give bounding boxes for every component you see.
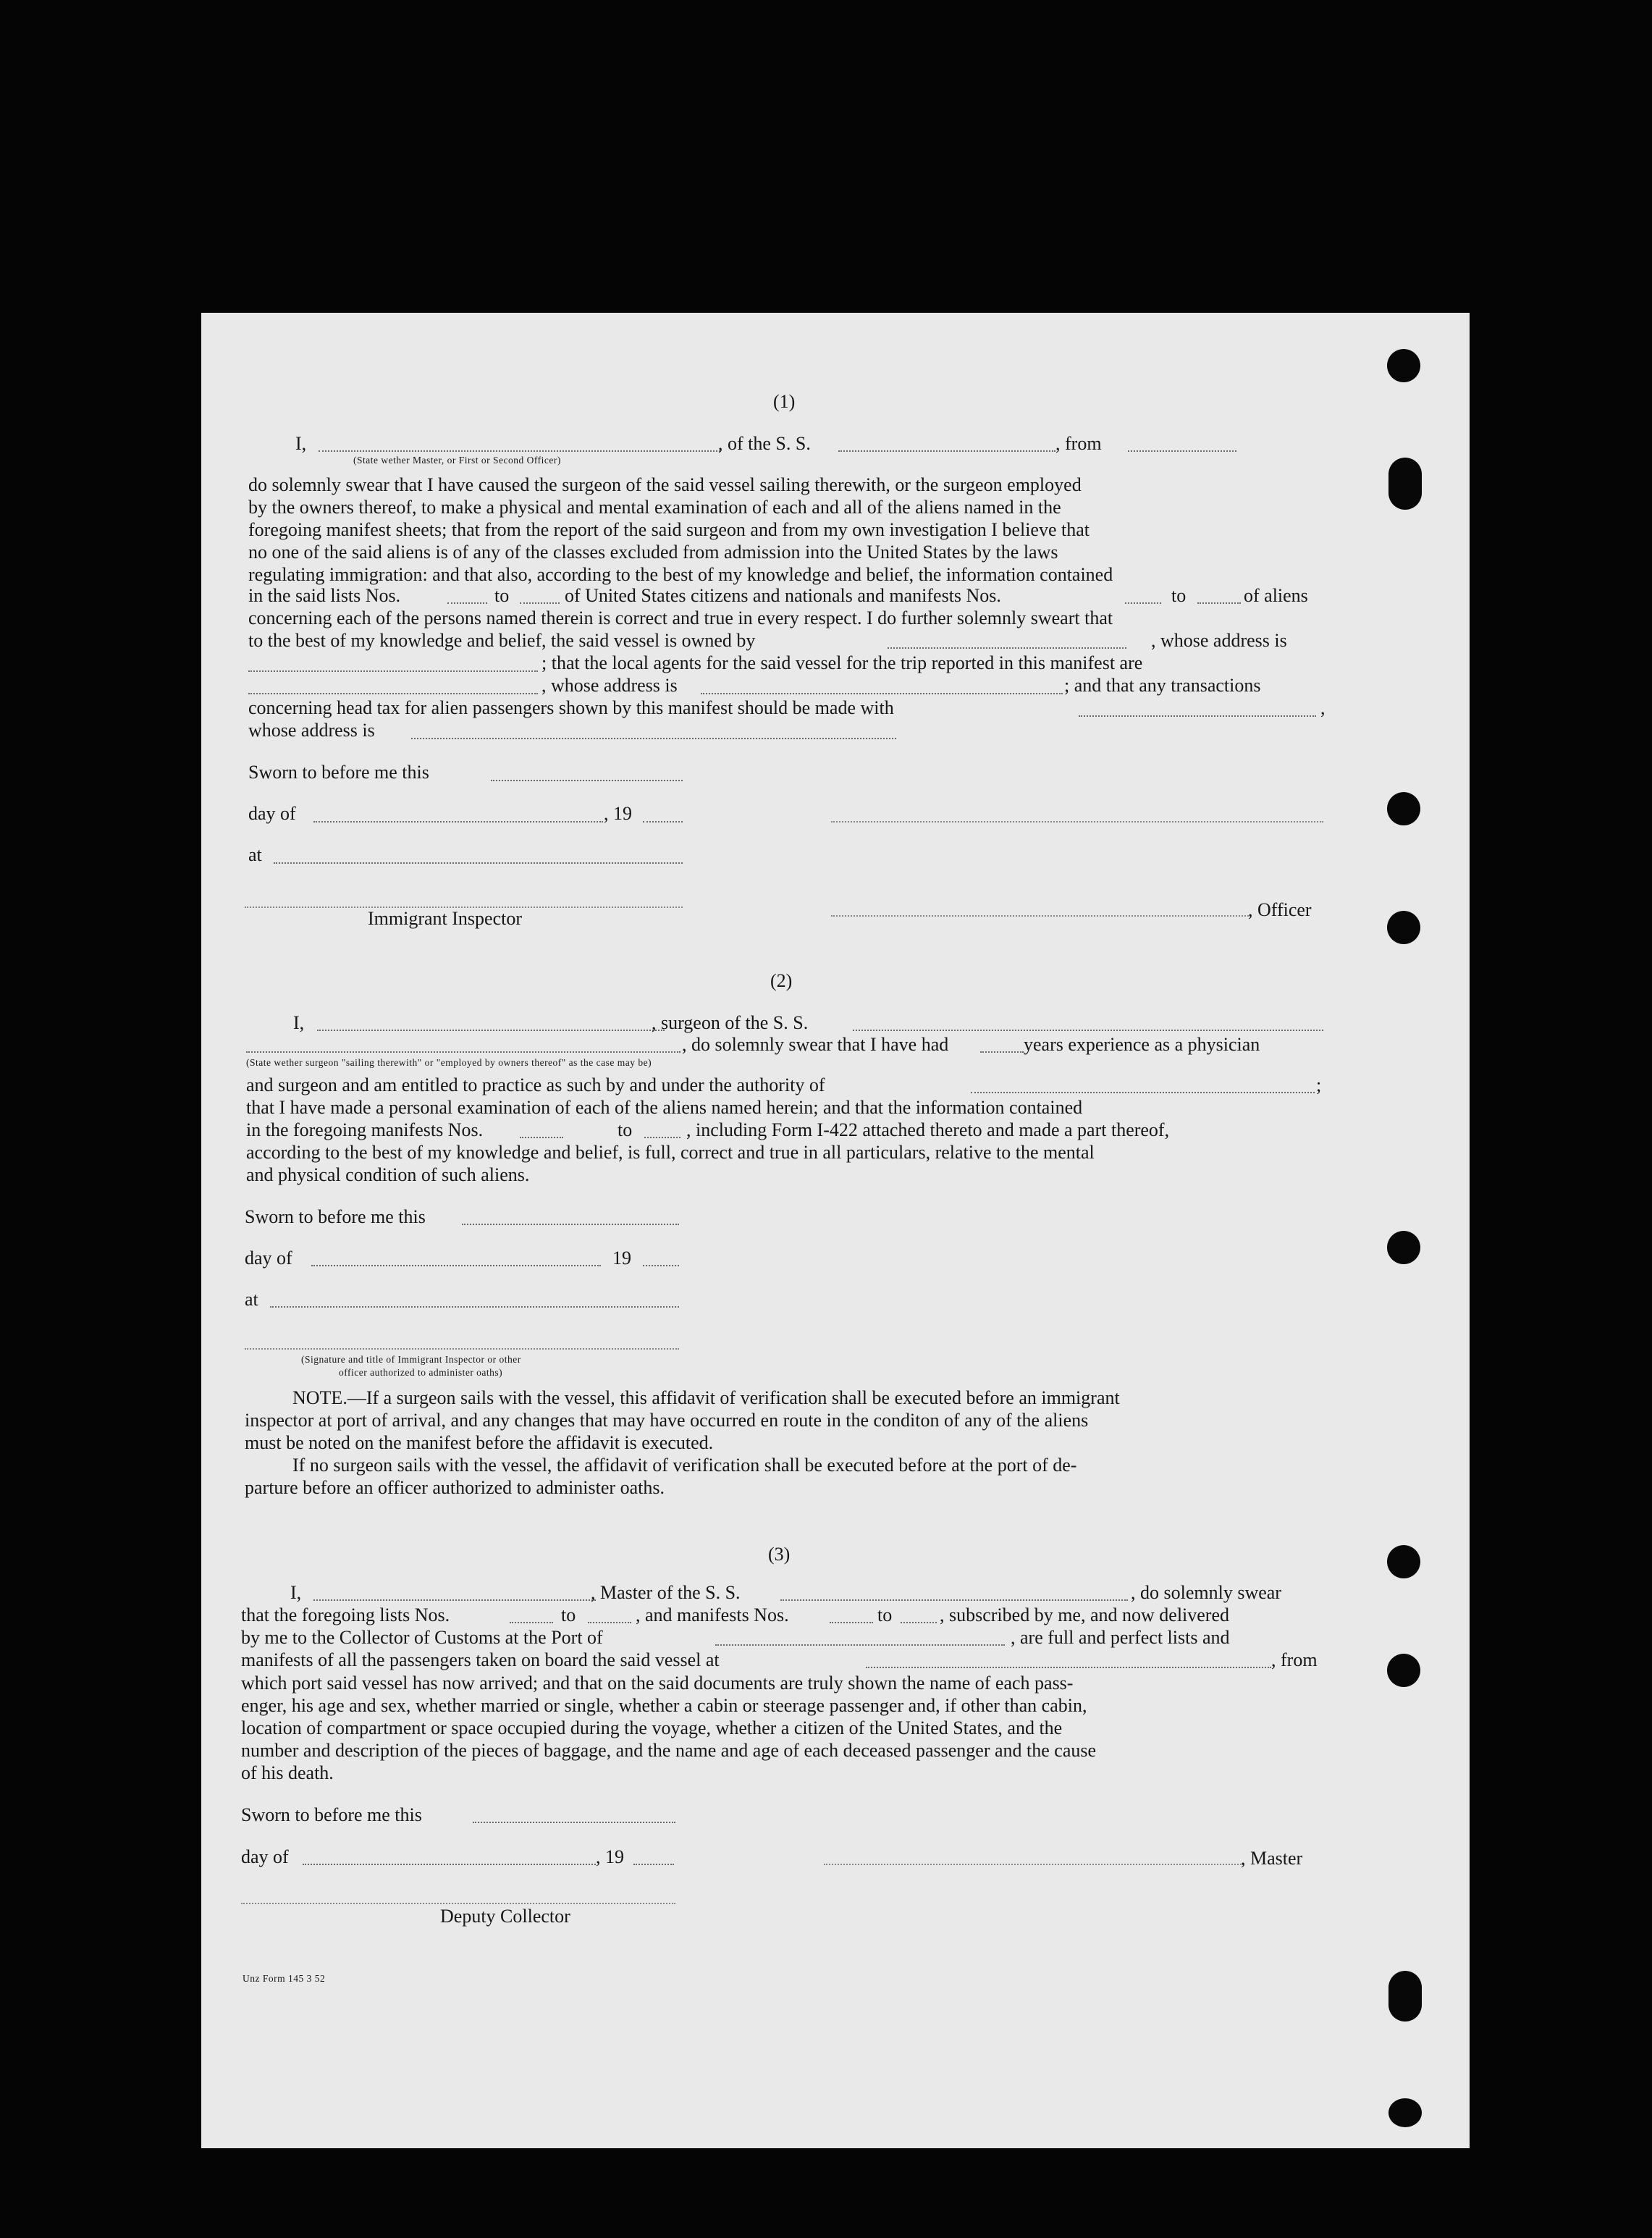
sec3-master-of: , Master of the S. S.	[591, 1582, 741, 1603]
sec2-note-3: must be noted on the manifest before the affidavit is executed.	[245, 1432, 714, 1453]
sec1-lists-nos: in the said lists Nos.	[248, 585, 401, 606]
binder-hole	[1388, 458, 1422, 510]
sec2-sig-caption-2: officer authorized to administer oaths)	[339, 1367, 503, 1378]
sec1-paragraph	[248, 474, 1327, 586]
fill-line	[838, 450, 1055, 452]
sec1-local-agents: ; that the local agents for the said vessel for the trip reported in this manifest are	[541, 652, 1143, 673]
sec1-i: I,	[295, 433, 307, 454]
sec3-day-of: day of	[241, 1846, 289, 1867]
binder-hole	[1388, 1971, 1422, 2022]
sec2-line7: and physical condition of such aliens.	[246, 1164, 530, 1185]
sec2-including: , including Form I-422 attached thereto and made a part thereof,	[686, 1119, 1170, 1140]
fill-line	[971, 1092, 1315, 1093]
sec1-sworn: Sworn to before me this	[248, 762, 429, 783]
fill-line	[701, 693, 1063, 694]
sec3-year: , 19	[596, 1846, 624, 1867]
sec1-from: , from	[1055, 433, 1102, 454]
fill-line	[643, 821, 683, 823]
fill-line	[303, 1864, 596, 1865]
fill-line	[319, 450, 720, 452]
fill-line	[866, 1667, 1271, 1668]
fill-line	[644, 1137, 680, 1138]
sec1-comma: ,	[1320, 697, 1326, 718]
sec1-address: , whose address is	[1151, 630, 1287, 651]
fill-line	[1125, 602, 1161, 604]
fill-line	[447, 602, 487, 604]
sec3-from: , from	[1271, 1649, 1318, 1670]
text-line: no one of the said aliens is of any of the classes excluded from admission into the United States by the laws	[248, 542, 1058, 563]
binder-hole	[1387, 1231, 1420, 1264]
sec3-collector-port: by me to the Collector of Customs at the Port of	[241, 1627, 603, 1648]
fill-line	[520, 1137, 563, 1138]
sec2-line4: that I have made a personal examination of each of the aliens named herein; and that the information contained	[246, 1097, 1083, 1118]
sec3-manifests-nos: , and manifests Nos.	[636, 1604, 789, 1625]
sec2-to: to	[618, 1119, 633, 1140]
sec1-citizens: of United States citizens and nationals and manifests Nos.	[565, 585, 1001, 606]
sec1-year: , 19	[604, 803, 632, 824]
sec1-sublabel: (State wether Master, or First or Second Officer)	[353, 455, 561, 466]
sec1-officer: , Officer	[1248, 899, 1312, 920]
binder-hole	[1388, 2098, 1422, 2127]
fill-line	[248, 670, 538, 672]
sec3-to2: to	[877, 1604, 893, 1625]
sec3-master: , Master	[1241, 1848, 1303, 1869]
signature-line	[824, 1864, 1244, 1865]
fill-line	[248, 693, 538, 694]
sec1-transactions: ; and that any transactions	[1064, 675, 1261, 696]
sec2-i: I,	[293, 1012, 305, 1033]
sec1-of-ss: , of the S. S.	[718, 433, 811, 454]
sec2-year: 19	[612, 1248, 631, 1269]
sec1-day-of: day of	[248, 803, 296, 824]
binder-hole	[1387, 349, 1420, 382]
sec1-to: to	[494, 585, 510, 606]
sec3-subscribed: , subscribed by me, and now delivered	[940, 1604, 1230, 1625]
sec2-note-5: parture before an officer authorized to administer oaths.	[245, 1477, 665, 1498]
sec2-authority: and surgeon and am entitled to practice as such by and under the authority of	[246, 1074, 825, 1095]
fill-line	[643, 1265, 679, 1266]
sec2-years-exp: years experience as a physician	[1024, 1034, 1260, 1055]
sec1-whose-address: whose address is	[248, 720, 375, 741]
fill-line	[520, 602, 560, 604]
sec2-note-4: If no surgeon sails with the vessel, the affidavit of verification shall be executed before at the port of de-	[292, 1455, 1077, 1476]
sec2-note-2: inspector at port of arrival, and any changes that may have occurred en route in the conditon of any of the aliens	[245, 1410, 1089, 1431]
fill-line	[510, 1622, 553, 1623]
fill-line	[311, 1265, 601, 1266]
text-line: enger, his age and sex, whether married or single, whether a cabin or steerage passenger and, if other than cabin,	[241, 1695, 1087, 1716]
text-line: location of compartment or space occupied during the voyage, whether a citizen of the United States, and the	[241, 1717, 1063, 1738]
fill-line	[1128, 450, 1236, 452]
fill-line	[313, 821, 603, 823]
fill-line	[313, 1599, 596, 1601]
sec2-sig-caption-1: (Signature and title of Immigrant Inspector or other	[301, 1354, 521, 1365]
signature-line	[245, 1348, 679, 1350]
binder-hole	[1387, 792, 1420, 825]
sec3-paragraph	[241, 1672, 1320, 1784]
sec3-sworn: Sworn to before me this	[241, 1804, 422, 1825]
sec1-owned-by: to the best of my knowledge and belief, the said vessel is owned by	[248, 630, 756, 651]
fill-line	[780, 1599, 1128, 1601]
sec2-manifests-nos: in the foregoing manifests Nos.	[246, 1119, 484, 1140]
sec3-to: to	[561, 1604, 576, 1625]
sec2-sublabel: (State wether surgeon "sailing therewith" or "employed by owners thereof" as the case may be)	[246, 1057, 652, 1068]
sec2-solemnly: , do solemnly swear that I have had	[682, 1034, 949, 1055]
fill-line	[473, 1822, 675, 1823]
sec3-i: I,	[290, 1582, 302, 1603]
fill-line	[317, 1030, 665, 1031]
fill-line	[491, 780, 683, 781]
fill-line	[633, 1864, 674, 1865]
text-line: number and description of the pieces of baggage, and the name and age of each deceased passenger and the cause	[241, 1740, 1097, 1761]
section-1-number: (1)	[773, 391, 796, 412]
signature-line	[831, 915, 1251, 917]
fill-line	[1197, 602, 1241, 604]
text-line: do solemnly swear that I have caused the surgeon of the said vessel sailing therewith, or the surgeon employed	[248, 474, 1082, 495]
fill-line	[888, 647, 1126, 649]
fill-line	[980, 1051, 1024, 1053]
binder-hole	[1387, 1654, 1420, 1687]
fill-line	[588, 1622, 631, 1623]
fill-line	[830, 1622, 873, 1623]
section-3-number: (3)	[768, 1544, 791, 1565]
sec1-to2: to	[1171, 585, 1187, 606]
fill-line	[1079, 715, 1316, 717]
text-line: regulating immigration: and that also, according to the best of my knowledge and belief, the information contained	[248, 564, 1113, 585]
signature-line	[831, 821, 1323, 823]
fill-line	[462, 1224, 679, 1225]
fill-line	[715, 1644, 1005, 1646]
fill-line	[270, 1306, 679, 1308]
sec3-lists-nos: that the foregoing lists Nos.	[241, 1604, 450, 1625]
fill-line	[901, 1622, 937, 1623]
sec1-agents-address: , whose address is	[541, 675, 678, 696]
sec1-of-aliens: of aliens	[1244, 585, 1308, 606]
section-2-number: (2)	[770, 970, 793, 991]
sec2-at: at	[245, 1289, 258, 1310]
sec1-at: at	[248, 844, 262, 865]
binder-hole	[1387, 1545, 1420, 1578]
fill-line	[246, 1051, 680, 1053]
text-line: of his death.	[241, 1762, 334, 1783]
binder-hole	[1387, 911, 1420, 944]
sec2-sworn: Sworn to before me this	[245, 1206, 426, 1227]
text-line: which port said vessel has now arrived; and that on the said documents are truly shown the name of each pass-	[241, 1673, 1074, 1694]
document-page	[201, 313, 1470, 2148]
sec2-surgeon-of: , surgeon of the S. S.	[652, 1012, 809, 1033]
sec1-line7: concerning each of the persons named therein is correct and true in every respect. I do further solemnly sweart that	[248, 607, 1113, 628]
sec2-day-of: day of	[245, 1248, 292, 1269]
sec1-head-tax: concerning head tax for alien passengers shown by this manifest should be made with	[248, 697, 894, 718]
signature-line	[241, 1903, 675, 1904]
footer-form-number: Unz Form 145 3 52	[243, 1973, 326, 1984]
fill-line	[853, 1030, 1323, 1031]
fill-line	[411, 738, 896, 739]
sec3-deputy-collector: Deputy Collector	[440, 1906, 570, 1927]
sec2-semicolon: ;	[1316, 1074, 1322, 1095]
sec2-note-1: NOTE.—If a surgeon sails with the vessel, this affidavit of verification shall be executed before an immigrant	[292, 1387, 1120, 1408]
fill-line	[274, 862, 683, 864]
sec2-line6: according to the best of my knowledge and belief, is full, correct and true in all particulars, relative to the mental	[246, 1142, 1095, 1163]
sec1-immigrant-inspector: Immigrant Inspector	[368, 908, 522, 929]
text-line: by the owners thereof, to make a physical and mental examination of each and all of the aliens named in the	[248, 497, 1061, 518]
sec3-full-perfect: , are full and perfect lists and	[1011, 1627, 1230, 1648]
sec3-taken-aboard: manifests of all the passengers taken on board the said vessel at	[241, 1649, 720, 1670]
sec3-solemnly: , do solemnly swear	[1131, 1582, 1281, 1603]
text-line: foregoing manifest sheets; that from the report of the said surgeon and from my own investigation I believe that	[248, 519, 1090, 540]
